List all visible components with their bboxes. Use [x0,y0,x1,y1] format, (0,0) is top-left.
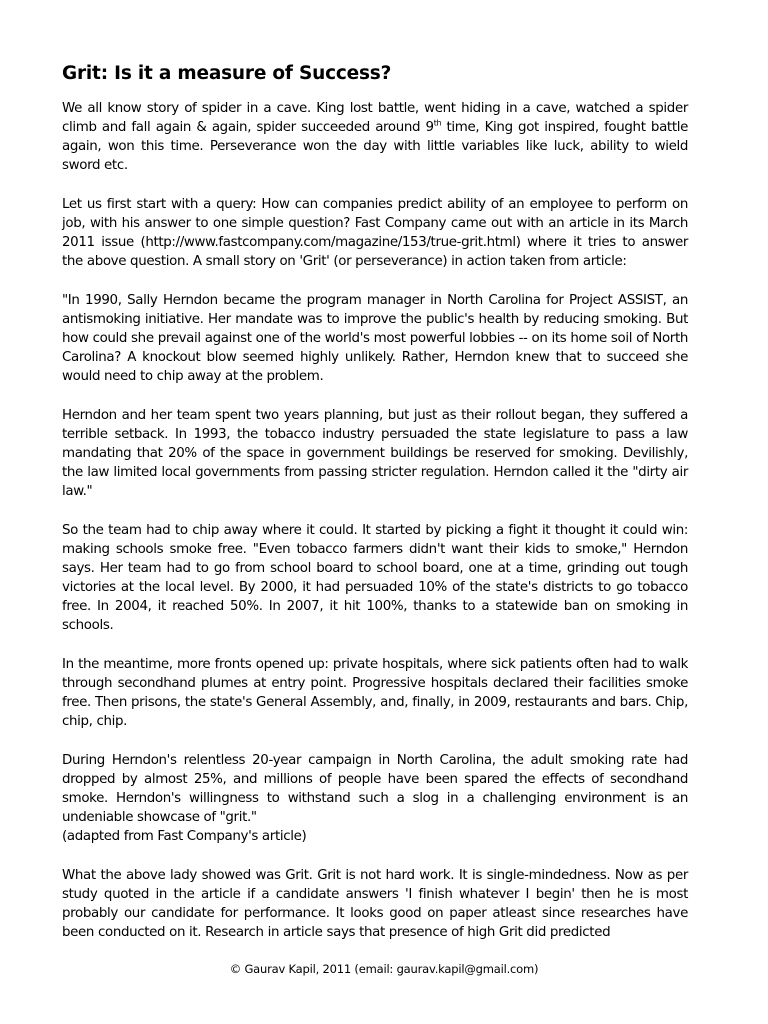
source-note: (adapted from Fast Company's article) [62,829,307,844]
copyright-footer: © Gaurav Kapil, 2011 (email: gaurav.kapil@gmail.com) [229,962,539,976]
paragraph-quote-fronts: In the meantime, more fronts opened up: private hospitals, where sick patients often had to walk through secondhand plumes at entry point. Progressive hospitals declared their facilities smoke free. Then prisons, the state's General Assembly, and, finally, in 2009, restaurants and bars. Chip, chip, chip. [62,657,688,729]
paragraph-quote-setback: Herndon and her team spent two years planning, but just as their rollout began, they suffered a terrible setback. In 1993, the tobacco industry persuaded the state legislature to pass a law mandating that 20% of the space in government buildings be reserved for smoking. Devilishly, the law limited local governments from passing stricter regulation. Herndon called it the "dirty air law." [62,408,688,499]
ordinal-suffix: th [433,118,442,128]
article-body [62,99,688,962]
paragraph-spider-story [62,99,688,175]
paragraph-grit-analysis: What the above lady showed was Grit. Grit is not hard work. It is single-mindedness. Now as per study quoted in the article if a candidate answers 'I finish whatever I begin' then he is most probably our candidate for performance. It looks good on paper atleast since researches have been conducted on it. Research in article says that presence of high Grit did predicted [62,868,688,940]
paragraph-text: We all know story of spider in a cave. King lost battle, went hiding in a cave, watched a spider climb and fall again & again, spider succeeded around 9 [62,101,688,135]
paragraph-quote-schools: So the team had to chip away where it could. It started by picking a fight it thought it could win: making schools smoke free. "Even tobacco farmers didn't want their kids to smoke," Herndon says. Her team had to go from school board to school board, one at a time, grinding out tough victories at the local level. By 2000, it had persuaded 10% of the state's districts to go tobacco free. In 2004, it reached 50%. In 2007, it hit 100%, thanks to a statewide ban on smoking in schools. [62,523,688,633]
paragraph-quote-1990: "In 1990, Sally Herndon became the program manager in North Carolina for Project ASSIST, an antismoking initiative. Her mandate was to improve the public's health by reducing smoking. But how could she prevail against one of the world's most powerful lobbies -- on its home soil of North Carolina? A knockout blow seemed highly unlikely. Rather, Herndon knew that to succeed she would need to chip away at the problem. [62,293,688,384]
paragraph-text: time, King got inspired, fought battle again, won this time. Perseverance won the day with little variables like luck, ability to wield sword etc. [62,120,688,173]
paragraph-query: Let us first start with a query: How can companies predict ability of an employee to perform on job, with his answer to one simple question? Fast Company came out with an article in its March 2011 issue (http://www.fastcompany.com/magazine/153/true-grit.html) where it tries to answer the above question. A small story on 'Grit' (or perseverance) in action taken from article: [62,197,688,269]
paragraph-quote-campaign: During Herndon's relentless 20-year campaign in North Carolina, the adult smoking rate had dropped by almost 25%, and millions of people have been spared the effects of secondhand smoke. Herndon's willingness to withstand such a slog in a challenging environment is an undeniable showcase of "grit." [62,753,688,825]
page-title: Grit: Is it a measure of Success? [62,63,392,84]
